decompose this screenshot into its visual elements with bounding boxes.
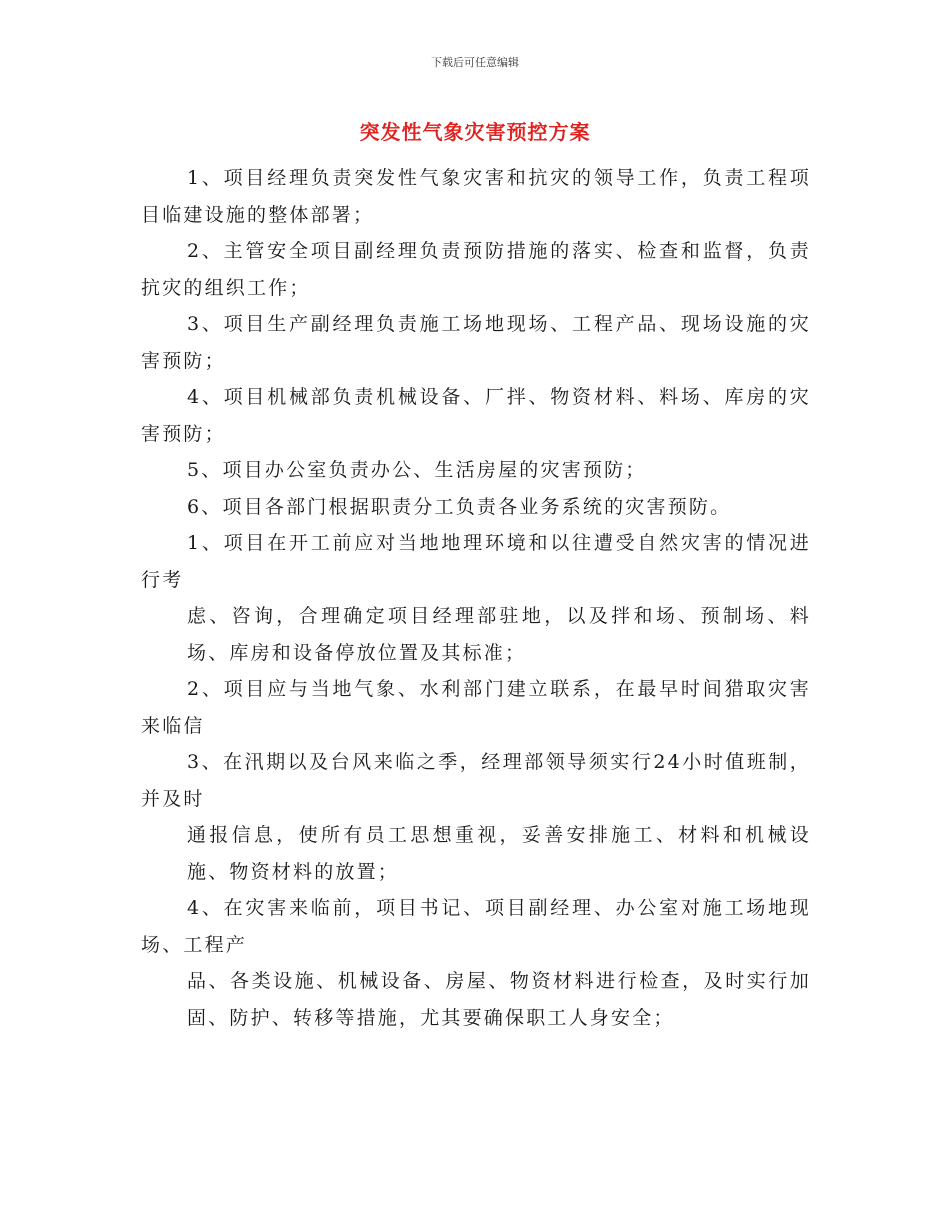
paragraph: 1、项目在开工前应对当地地理环境和以往遭受自然灾害的情况进行考 (141, 532, 811, 591)
document-body (141, 160, 811, 1036)
paragraph: 2、主管安全项目副经理负责预防措施的落实、检查和监督，负责抗灾的组织工作； (141, 240, 811, 299)
paragraph: 1、项目经理负责突发性气象灾害和抗灾的领导工作，负责工程项目临建设施的整体部署； (141, 167, 811, 226)
paragraph-continuation: 虑、咨询，合理确定项目经理部驻地，以及拌和场、预制场、料场、库房和设备停放位置及其标准； (187, 605, 811, 664)
paragraph: 6、项目各部门根据职责分工负责各业务系统的灾害预防。 (187, 495, 732, 518)
document-title: 突发性气象灾害预控方案 (359, 120, 591, 144)
header-note: 下载后可任意编辑 (431, 56, 519, 69)
paragraph: 4、项目机械部负责机械设备、厂拌、物资材料、料场、库房的灾害预防； (141, 386, 811, 445)
paragraph: 3、在汛期以及台风来临之季，经理部领导须实行24小时值班制，并及时 (141, 751, 811, 810)
paragraph: 3、项目生产副经理负责施工场地现场、工程产品、现场设施的灾害预防； (141, 313, 811, 372)
paragraph: 5、项目办公室负责办公、生活房屋的灾害预防； (187, 459, 647, 481)
paragraph: 4、在灾害来临前，项目书记、项目副经理、办公室对施工场地现场、工程产 (141, 897, 811, 956)
paragraph: 2、项目应与当地气象、水利部门建立联系，在最早时间猎取灾害来临信 (141, 678, 811, 737)
paragraph-continuation: 品、各类设施、机械设备、房屋、物资材料进行检查，及时实行加固、防护、转移等措施，尤其要确保职工人身安全； (187, 970, 811, 1029)
paragraph-continuation: 通报信息，使所有员工思想重视，妥善安排施工、材料和机械设施、物资材料的放置； (187, 824, 811, 883)
